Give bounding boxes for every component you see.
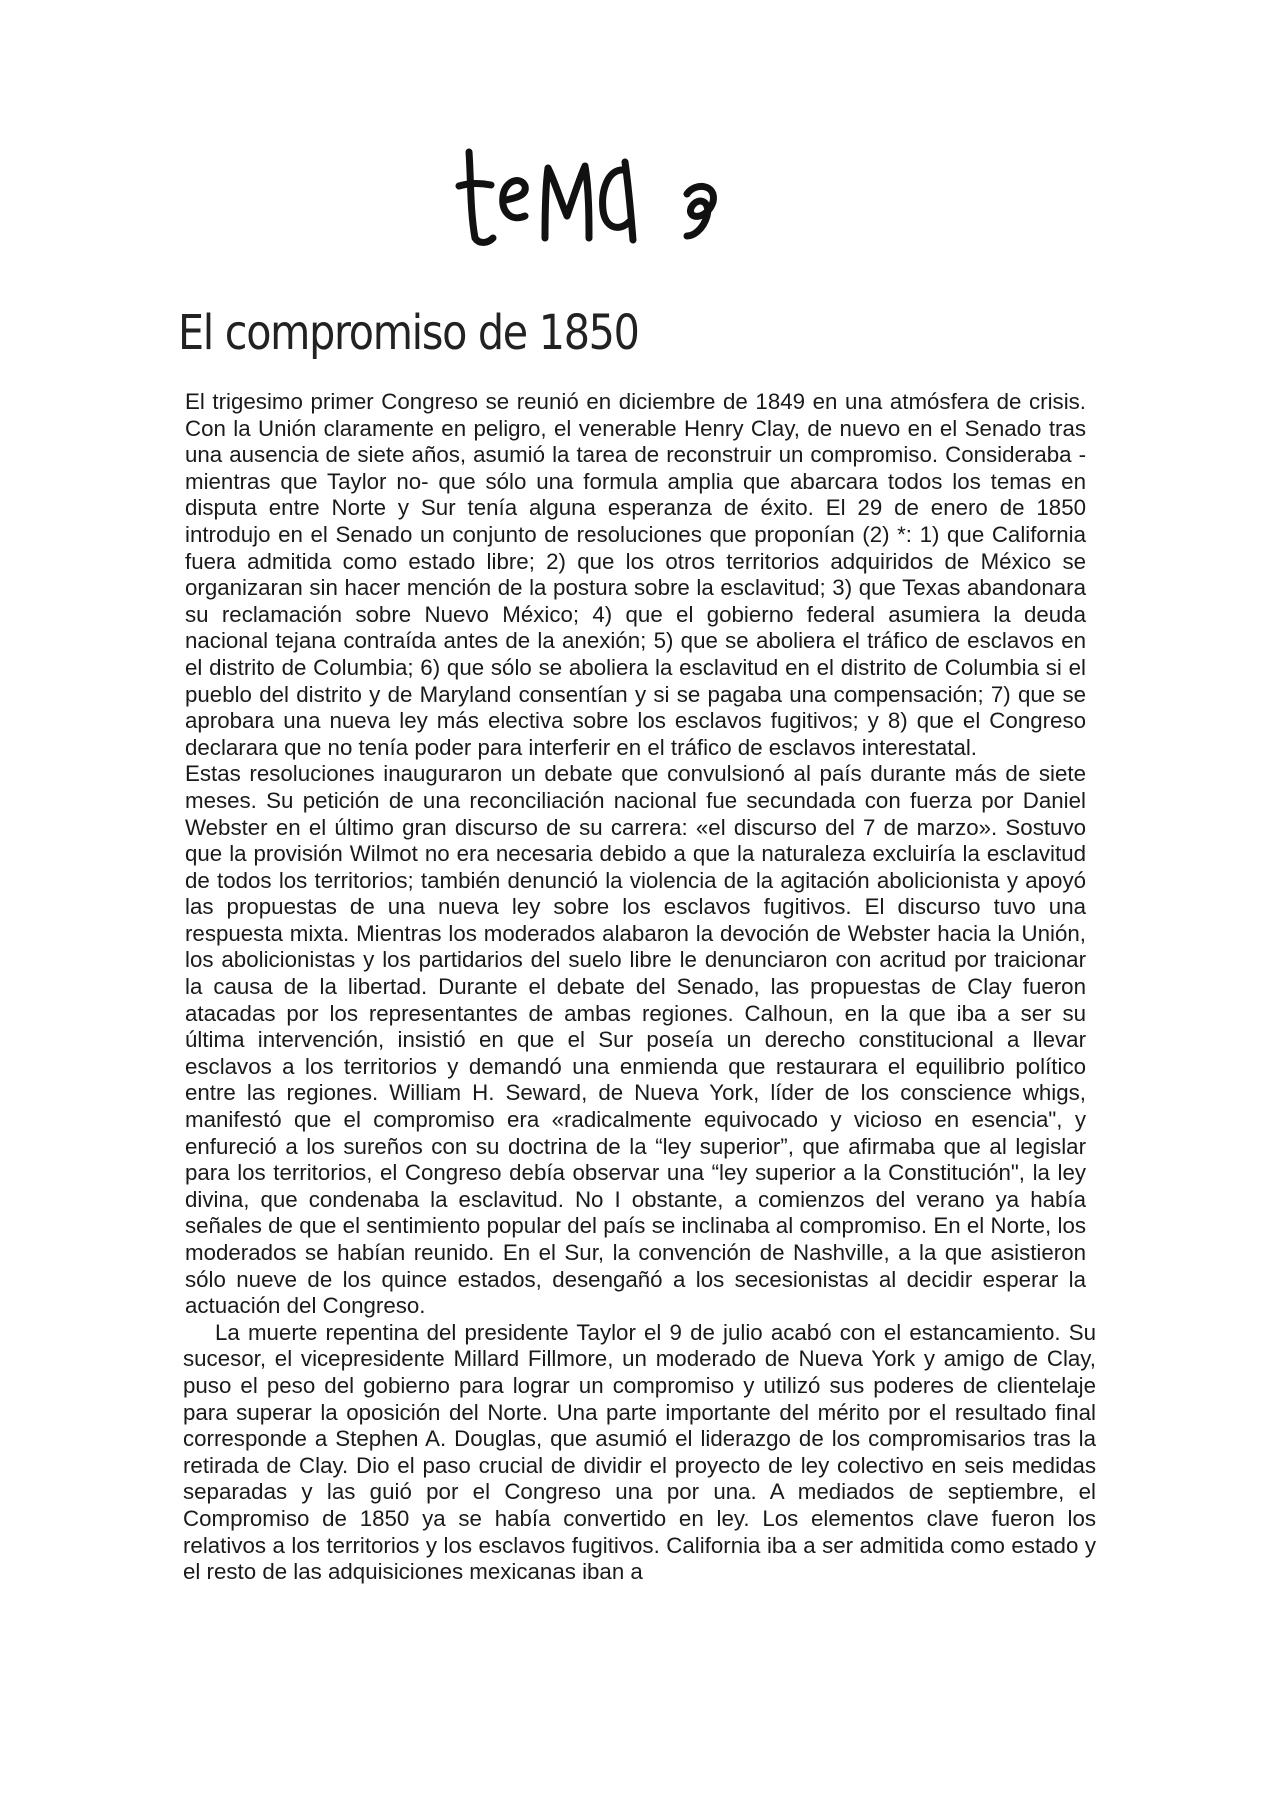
handwritten-heading	[455, 140, 775, 250]
paragraph: El trigesimo primer Congreso se reunió en diciembre de 1849 en una atmósfera de crisis. Con la Unión claramente en peligro, el venerable Henry Clay, de nuevo en el Senado tras una ausencia de siete años, asumió la tarea de reconstruir un compromiso. Consideraba -mientras que Taylor no- que sólo una formula amplia que abarcara todos los temas en disputa entre Norte y Sur tenía alguna esperanza de éxito. El 29 de enero de 1850 introdujo en el Senado un conjunto de resoluciones que proponían (2) *: 1) que California fuera admitida como estado libre; 2) que los otros territorios adquiridos de México se organizaran sin hacer mención de la postura sobre la esclavitud; 3) que Texas abandonara su reclamación sobre Nuevo México; 4) que el gobierno federal asumiera la deuda nacional tejana contraída antes de la anexión; 5) que se aboliera el tráfico de esclavos en el distrito de Columbia; 6) que sólo se aboliera la esclavitud en el distrito de Columbia si el pueblo del distrito y de Maryland consentían y si se pagaba una compensación; 7) que se aprobara una nueva ley más electiva sobre los esclavos fugitivos; y 8) que el Congreso declarara que no tenía poder para interferir en el tráfico de esclavos interestatal.	[185, 389, 1086, 760]
body-text	[183, 389, 1096, 1586]
paragraph: Estas resoluciones inauguraron un debate que convulsionó al país durante más de siete meses. Su petición de una reconciliación nacional fue secundada con fuerza por Daniel Webster en el último gran discurso de su carrera: «el discurso del 7 de marzo». Sostuvo que la provisión Wilmot no era necesaria debido a que la naturaleza excluiría la esclavitud de todos los territorios; también denunció la violencia de la agitación abolicionista y apoyó las propuestas de una nueva ley sobre los esclavos fugitivos. El discurso tuvo una respuesta mixta. Mientras los moderados alabaron la devoción de Webster hacia la Unión, los abolicionistas y los partidarios del suelo libre le denunciaron con acritud por traicionar la causa de la libertad. Durante el debate del Senado, las propuestas de Clay fueron atacadas por los representantes de ambas regiones. Calhoun, en la que iba a ser su última intervención, insistió en que el Sur poseía un derecho constitucional a llevar esclavos a los territorios y demandó una enmienda que restaurara el equilibrio político entre las regiones. William H. Seward, de Nueva York, líder de los conscience whigs, manifestó que el compromiso era «radicalmente equivocado y vicioso en esencia", y enfureció a los sureños con su doctrina de la “ley superior”, que afirmaba que al legislar para los territorios, el Congreso debía observar una “ley superior a la Constitución", la ley divina, que condenaba la esclavitud. No I obstante, a comienzos del verano ya había señales de que el sentimiento popular del país se inclinaba al compromiso. En el Norte, los moderados se habían reunido. En el Sur, la convención de Nashville, a la que asistieron sólo nueve de los quince estados, desengañó a los secesionistas al decidir esperar la actuación del Congreso.	[185, 761, 1086, 1319]
paragraph: La muerte repentina del presidente Taylor el 9 de julio acabó con el estancamiento. Su sucesor, el vicepresidente Millard Fillmore, un moderado de Nueva York y amigo de Clay, puso el peso del gobierno para lograr un compromiso y utilizó sus poderes de clientelaje para superar la oposición del Norte. Una parte importante del mérito por el resultado final corresponde a Stephen A. Douglas, que asumió el liderazgo de los compromisarios tras la retirada de Clay. Dio el paso crucial de dividir el proyecto de ley colectivo en seis medidas separadas y las guió por el Congreso una por una. A mediados de septiembre, el Compromiso de 1850 ya se había convertido en ley. Los elementos clave fueron los relativos a los territorios y los esclavos fugitivos. California iba a ser admitida como estado y el resto de las adquisiciones mexicanas iban a	[183, 1319, 1096, 1585]
handwritten-heading-logo	[455, 140, 775, 250]
section-title: El compromiso de 1850	[178, 305, 639, 361]
